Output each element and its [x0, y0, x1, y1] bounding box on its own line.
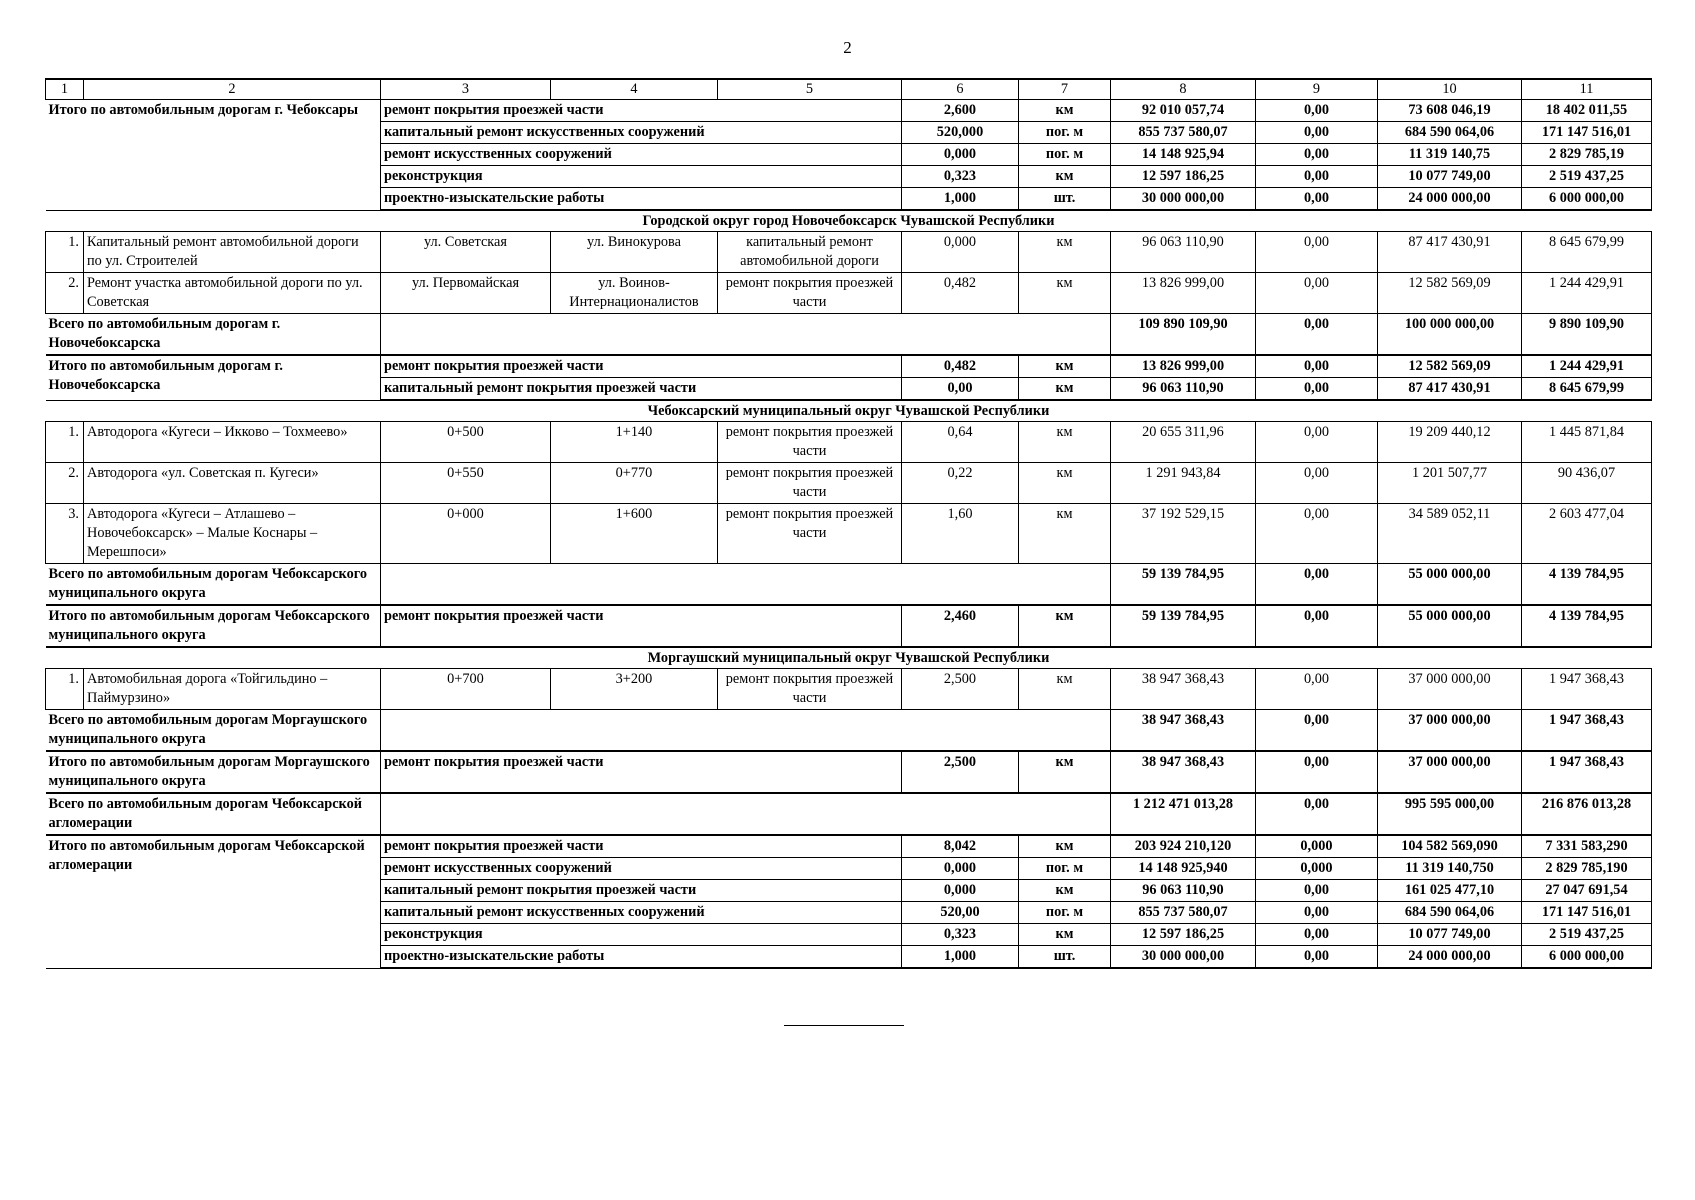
segment-end: 0+770	[551, 463, 718, 504]
unit: пог. м	[1019, 902, 1111, 924]
col-header: 3	[381, 79, 551, 100]
quantity: 2,460	[902, 605, 1019, 647]
amount-col9: 0,00	[1256, 605, 1378, 647]
amount-col9: 0,000	[1256, 858, 1378, 880]
unit: км	[1019, 463, 1111, 504]
itogo-label: Итого по автомобильным дорогам г. Новочебоксарска	[46, 355, 381, 400]
item-name: Автодорога «Кугеси – Икково – Тохмеево»	[84, 422, 381, 463]
amount-col9: 0,000	[1256, 835, 1378, 858]
amount-col10: 10 077 749,00	[1378, 924, 1522, 946]
vsego-row	[46, 793, 1652, 835]
amount-col10: 12 582 569,09	[1378, 355, 1522, 378]
amount-col11: 1 445 871,84	[1522, 422, 1652, 463]
amount-col11: 171 147 516,01	[1522, 902, 1652, 924]
item-row	[46, 422, 1652, 463]
section-title: Чебоксарский муниципальный округ Чувашской Республики	[46, 400, 1652, 422]
amount-col9: 0,00	[1256, 188, 1378, 211]
quantity: 1,000	[902, 188, 1019, 211]
item-number: 2.	[46, 273, 84, 314]
item-name: Капитальный ремонт автомобильной дороги по ул. Строителей	[84, 232, 381, 273]
vsego-label: Всего по автомобильным дорогам Моргаушского муниципального округа	[46, 710, 381, 752]
amount-total: 14 148 925,94	[1111, 144, 1256, 166]
work-type: ремонт покрытия проезжей части	[381, 100, 902, 122]
itogo-row	[46, 605, 1652, 647]
amount-total: 59 139 784,95	[1111, 605, 1256, 647]
work-type: капитальный ремонт покрытия проезжей части	[381, 378, 902, 401]
section-title: Моргаушский муниципальный округ Чувашской Республики	[46, 647, 1652, 669]
col-header: 8	[1111, 79, 1256, 100]
amount-col10: 34 589 052,11	[1378, 504, 1522, 564]
work-type: капитальный ремонт искусственных сооружений	[381, 122, 902, 144]
item-name: Автодорога «Кугеси – Атлашево – Новочебоксарск» – Малые Коснары – Мерешпоси»	[84, 504, 381, 564]
work-type: капитальный ремонт автомобильной дороги	[718, 232, 902, 273]
quantity: 1,000	[902, 946, 1019, 969]
amount-total: 37 192 529,15	[1111, 504, 1256, 564]
amount-col9: 0,00	[1256, 355, 1378, 378]
empty-cell	[381, 314, 1111, 356]
amount-col9: 0,00	[1256, 100, 1378, 122]
amount-total: 1 212 471 013,28	[1111, 793, 1256, 835]
amount-col11: 9 890 109,90	[1522, 314, 1652, 356]
amount-col11: 1 244 429,91	[1522, 355, 1652, 378]
quantity: 520,00	[902, 902, 1019, 924]
amount-total: 1 291 943,84	[1111, 463, 1256, 504]
item-row	[46, 669, 1652, 710]
col-header: 2	[84, 79, 381, 100]
unit: км	[1019, 166, 1111, 188]
segment-start: ул. Советская	[381, 232, 551, 273]
unit: км	[1019, 232, 1111, 273]
segment-start: 0+000	[381, 504, 551, 564]
amount-col11: 6 000 000,00	[1522, 946, 1652, 969]
quantity: 0,000	[902, 232, 1019, 273]
empty-cell	[381, 564, 1111, 606]
amount-total: 14 148 925,940	[1111, 858, 1256, 880]
segment-start: ул. Первомайская	[381, 273, 551, 314]
quantity: 0,00	[902, 378, 1019, 401]
work-type: капитальный ремонт искусственных сооружений	[381, 902, 902, 924]
amount-col11: 8 645 679,99	[1522, 232, 1652, 273]
quantity: 0,000	[902, 144, 1019, 166]
amount-col10: 11 319 140,75	[1378, 144, 1522, 166]
amount-col11: 27 047 691,54	[1522, 880, 1652, 902]
amount-total: 96 063 110,90	[1111, 880, 1256, 902]
amount-col11: 8 645 679,99	[1522, 378, 1652, 401]
item-row	[46, 273, 1652, 314]
amount-col11: 2 829 785,190	[1522, 858, 1652, 880]
unit: км	[1019, 273, 1111, 314]
amount-col10: 161 025 477,10	[1378, 880, 1522, 902]
quantity: 0,000	[902, 880, 1019, 902]
amount-col9: 0,00	[1256, 564, 1378, 606]
table-body	[46, 79, 1652, 968]
col-header: 4	[551, 79, 718, 100]
amount-total: 203 924 210,120	[1111, 835, 1256, 858]
vsego-label: Всего по автомобильным дорогам Чебоксарской агломерации	[46, 793, 381, 835]
work-type: ремонт искусственных сооружений	[381, 144, 902, 166]
col-header: 1	[46, 79, 84, 100]
unit: км	[1019, 100, 1111, 122]
column-number-header	[46, 79, 1652, 100]
amount-col10: 37 000 000,00	[1378, 669, 1522, 710]
section-header	[46, 400, 1652, 422]
quantity: 2,500	[902, 751, 1019, 793]
item-number: 1.	[46, 422, 84, 463]
work-type: ремонт искусственных сооружений	[381, 858, 902, 880]
amount-col11: 1 947 368,43	[1522, 751, 1652, 793]
item-number: 1.	[46, 669, 84, 710]
amount-col11: 6 000 000,00	[1522, 188, 1652, 211]
item-row	[46, 232, 1652, 273]
unit: шт.	[1019, 188, 1111, 211]
section-header	[46, 210, 1652, 232]
work-type: ремонт покрытия проезжей части	[381, 751, 902, 793]
quantity: 0,22	[902, 463, 1019, 504]
work-type: проектно-изыскательские работы	[381, 188, 902, 211]
amount-total: 855 737 580,07	[1111, 902, 1256, 924]
amount-total: 59 139 784,95	[1111, 564, 1256, 606]
segment-end: 1+600	[551, 504, 718, 564]
unit: км	[1019, 924, 1111, 946]
amount-total: 92 010 057,74	[1111, 100, 1256, 122]
unit: км	[1019, 669, 1111, 710]
amount-total: 12 597 186,25	[1111, 166, 1256, 188]
vsego-row	[46, 710, 1652, 752]
item-name: Автомобильная дорога «Тойгильдино – Паймурзино»	[84, 669, 381, 710]
amount-total: 13 826 999,00	[1111, 273, 1256, 314]
work-type: ремонт покрытия проезжей части	[718, 273, 902, 314]
page-number: 2	[843, 38, 852, 57]
item-name: Ремонт участка автомобильной дороги по ул. Советская	[84, 273, 381, 314]
quantity: 0,000	[902, 858, 1019, 880]
amount-total: 12 597 186,25	[1111, 924, 1256, 946]
amount-col11: 1 947 368,43	[1522, 710, 1652, 752]
segment-start: 0+550	[381, 463, 551, 504]
amount-col9: 0,00	[1256, 710, 1378, 752]
amount-col10: 104 582 569,090	[1378, 835, 1522, 858]
itogo-label: Итого по автомобильным дорогам г. Чебоксары	[46, 100, 381, 211]
amount-col10: 37 000 000,00	[1378, 710, 1522, 752]
amount-col11: 4 139 784,95	[1522, 564, 1652, 606]
amount-col9: 0,00	[1256, 751, 1378, 793]
item-row	[46, 463, 1652, 504]
work-type: ремонт покрытия проезжей части	[381, 605, 902, 647]
amount-col10: 55 000 000,00	[1378, 605, 1522, 647]
item-row	[46, 504, 1652, 564]
itogo-row	[46, 751, 1652, 793]
itogo-row	[46, 355, 1652, 378]
itogo-row	[46, 100, 1652, 122]
segment-end: 1+140	[551, 422, 718, 463]
amount-col10: 11 319 140,750	[1378, 858, 1522, 880]
item-number: 2.	[46, 463, 84, 504]
amount-col11: 90 436,07	[1522, 463, 1652, 504]
col-header: 6	[902, 79, 1019, 100]
amount-col9: 0,00	[1256, 793, 1378, 835]
item-number: 3.	[46, 504, 84, 564]
amount-total: 96 063 110,90	[1111, 232, 1256, 273]
amount-col9: 0,00	[1256, 422, 1378, 463]
end-rule	[784, 1025, 904, 1026]
amount-total: 13 826 999,00	[1111, 355, 1256, 378]
amount-total: 30 000 000,00	[1111, 188, 1256, 211]
work-type: капитальный ремонт покрытия проезжей части	[381, 880, 902, 902]
quantity: 8,042	[902, 835, 1019, 858]
vsego-row	[46, 314, 1652, 356]
unit: пог. м	[1019, 144, 1111, 166]
amount-col11: 2 519 437,25	[1522, 924, 1652, 946]
unit: пог. м	[1019, 858, 1111, 880]
empty-cell	[381, 793, 1111, 835]
amount-col10: 87 417 430,91	[1378, 232, 1522, 273]
itogo-label: Итого по автомобильным дорогам Чебоксарского муниципального округа	[46, 605, 381, 647]
unit: км	[1019, 378, 1111, 401]
col-header: 5	[718, 79, 902, 100]
work-type: ремонт покрытия проезжей части	[381, 355, 902, 378]
item-name: Автодорога «ул. Советская п. Кугеси»	[84, 463, 381, 504]
amount-col9: 0,00	[1256, 378, 1378, 401]
amount-total: 855 737 580,07	[1111, 122, 1256, 144]
unit: км	[1019, 751, 1111, 793]
col-header: 10	[1378, 79, 1522, 100]
amount-col10: 87 417 430,91	[1378, 378, 1522, 401]
amount-total: 96 063 110,90	[1111, 378, 1256, 401]
amount-col9: 0,00	[1256, 144, 1378, 166]
itogo-label: Итого по автомобильным дорогам Моргаушского муниципального округа	[46, 751, 381, 793]
vsego-label: Всего по автомобильным дорогам г. Новочебоксарска	[46, 314, 381, 356]
amount-col10: 1 201 507,77	[1378, 463, 1522, 504]
amount-col9: 0,00	[1256, 946, 1378, 969]
amount-col9: 0,00	[1256, 669, 1378, 710]
amount-col11: 1 947 368,43	[1522, 669, 1652, 710]
unit: пог. м	[1019, 122, 1111, 144]
amount-col11: 216 876 013,28	[1522, 793, 1652, 835]
unit: км	[1019, 355, 1111, 378]
empty-cell	[381, 710, 1111, 752]
section-header	[46, 647, 1652, 669]
amount-col10: 10 077 749,00	[1378, 166, 1522, 188]
amount-col10: 55 000 000,00	[1378, 564, 1522, 606]
amount-col9: 0,00	[1256, 232, 1378, 273]
quantity: 2,500	[902, 669, 1019, 710]
amount-col9: 0,00	[1256, 902, 1378, 924]
amount-col10: 19 209 440,12	[1378, 422, 1522, 463]
amount-col9: 0,00	[1256, 463, 1378, 504]
unit: шт.	[1019, 946, 1111, 969]
amount-col11: 171 147 516,01	[1522, 122, 1652, 144]
amount-col9: 0,00	[1256, 314, 1378, 356]
amount-total: 38 947 368,43	[1111, 710, 1256, 752]
amount-col9: 0,00	[1256, 166, 1378, 188]
amount-col11: 2 829 785,19	[1522, 144, 1652, 166]
work-type: реконструкция	[381, 924, 902, 946]
quantity: 520,000	[902, 122, 1019, 144]
amount-total: 109 890 109,90	[1111, 314, 1256, 356]
amount-col11: 18 402 011,55	[1522, 100, 1652, 122]
quantity: 1,60	[902, 504, 1019, 564]
amount-col10: 100 000 000,00	[1378, 314, 1522, 356]
work-type: проектно-изыскательские работы	[381, 946, 902, 969]
quantity: 2,600	[902, 100, 1019, 122]
segment-end: ул. Винокурова	[551, 232, 718, 273]
amount-col10: 684 590 064,06	[1378, 902, 1522, 924]
item-number: 1.	[46, 232, 84, 273]
amount-total: 38 947 368,43	[1111, 751, 1256, 793]
work-type: ремонт покрытия проезжей части	[381, 835, 902, 858]
segment-start: 0+500	[381, 422, 551, 463]
amount-col11: 4 139 784,95	[1522, 605, 1652, 647]
itogo-row	[46, 835, 1652, 858]
amount-col10: 37 000 000,00	[1378, 751, 1522, 793]
amount-col9: 0,00	[1256, 924, 1378, 946]
unit: км	[1019, 605, 1111, 647]
unit: км	[1019, 880, 1111, 902]
section-title: Городской округ город Новочебоксарск Чувашской Республики	[46, 210, 1652, 232]
amount-col11: 2 603 477,04	[1522, 504, 1652, 564]
work-type: ремонт покрытия проезжей части	[718, 669, 902, 710]
unit: км	[1019, 835, 1111, 858]
quantity: 0,323	[902, 166, 1019, 188]
amount-col11: 1 244 429,91	[1522, 273, 1652, 314]
quantity: 0,482	[902, 355, 1019, 378]
work-type: ремонт покрытия проезжей части	[718, 422, 902, 463]
quantity: 0,482	[902, 273, 1019, 314]
amount-col11: 7 331 583,290	[1522, 835, 1652, 858]
amount-total: 30 000 000,00	[1111, 946, 1256, 969]
amount-col9: 0,00	[1256, 504, 1378, 564]
amount-col9: 0,00	[1256, 273, 1378, 314]
amount-col10: 995 595 000,00	[1378, 793, 1522, 835]
amount-col9: 0,00	[1256, 880, 1378, 902]
quantity: 0,64	[902, 422, 1019, 463]
segment-end: 3+200	[551, 669, 718, 710]
vsego-label: Всего по автомобильным дорогам Чебоксарского муниципального округа	[46, 564, 381, 606]
vsego-row	[46, 564, 1652, 606]
unit: км	[1019, 422, 1111, 463]
itogo-label: Итого по автомобильным дорогам Чебоксарской агломерации	[46, 835, 381, 968]
amount-col10: 24 000 000,00	[1378, 188, 1522, 211]
segment-end: ул. Воинов-Интернационалистов	[551, 273, 718, 314]
work-type: реконструкция	[381, 166, 902, 188]
quantity: 0,323	[902, 924, 1019, 946]
unit: км	[1019, 504, 1111, 564]
amount-total: 20 655 311,96	[1111, 422, 1256, 463]
col-header: 7	[1019, 79, 1111, 100]
col-header: 9	[1256, 79, 1378, 100]
amount-col10: 24 000 000,00	[1378, 946, 1522, 969]
amount-col11: 2 519 437,25	[1522, 166, 1652, 188]
amount-col10: 684 590 064,06	[1378, 122, 1522, 144]
amount-col10: 73 608 046,19	[1378, 100, 1522, 122]
amount-total: 38 947 368,43	[1111, 669, 1256, 710]
road-works-table	[45, 78, 1652, 969]
amount-col9: 0,00	[1256, 122, 1378, 144]
work-type: ремонт покрытия проезжей части	[718, 463, 902, 504]
work-type: ремонт покрытия проезжей части	[718, 504, 902, 564]
col-header: 11	[1522, 79, 1652, 100]
amount-col10: 12 582 569,09	[1378, 273, 1522, 314]
segment-start: 0+700	[381, 669, 551, 710]
